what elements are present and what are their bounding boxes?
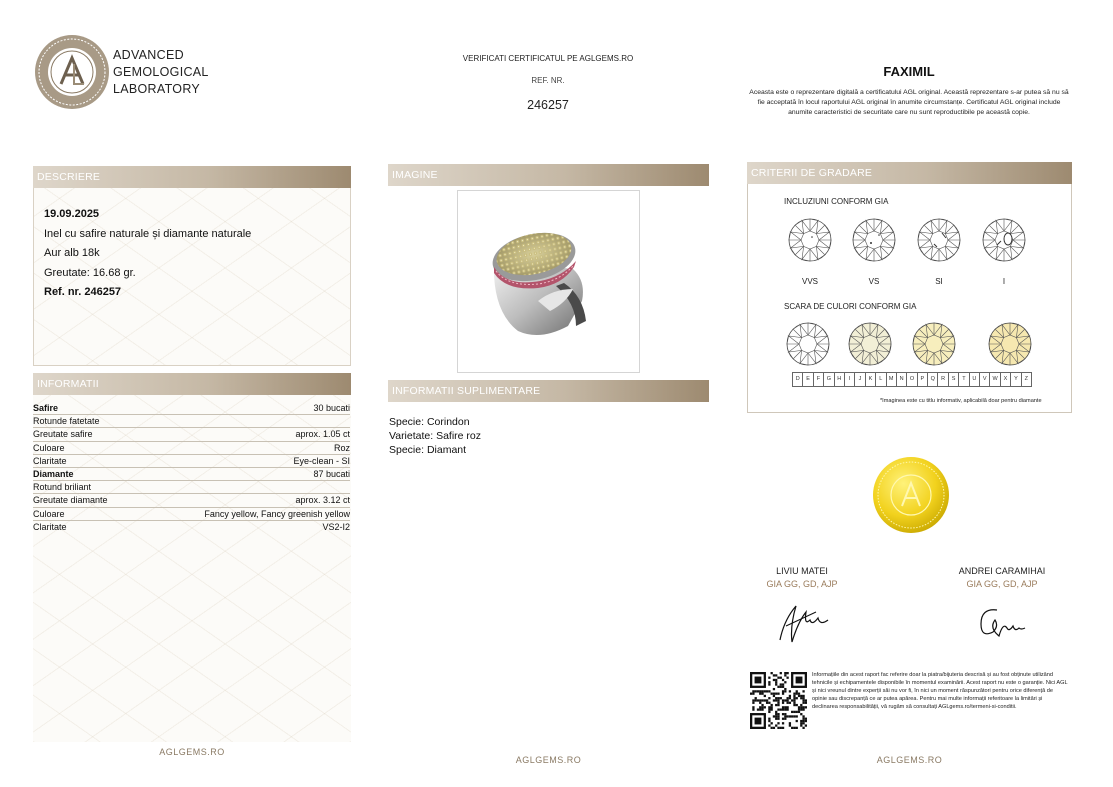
- info-header: INFORMATII: [33, 373, 351, 395]
- signature-2-icon: [975, 602, 1027, 644]
- color-scale-letter: S: [949, 372, 959, 387]
- color-scale-letter: H: [835, 372, 845, 387]
- info-row-label: Culoare: [33, 508, 65, 519]
- info-row-value: Eye-clean - SI: [293, 455, 350, 466]
- info-row-label: Culoare: [33, 442, 65, 453]
- info-table: [33, 402, 350, 533]
- description-ref: Ref. nr. 246257: [44, 286, 122, 299]
- info-row: [33, 402, 350, 415]
- signatory-2-name: ANDREI CARAMIHAI: [958, 566, 1046, 576]
- color-scale-letter: J: [855, 372, 865, 387]
- inclusion-label: SI: [935, 277, 943, 286]
- inclusion-label: VS: [868, 277, 880, 286]
- color-diagram-icon: [911, 321, 957, 367]
- qr-code-icon: [750, 672, 807, 729]
- info-row: [33, 494, 350, 507]
- color-scale-bar: [792, 372, 1032, 387]
- info-row-value: aprox. 3.12 ct: [295, 495, 350, 506]
- color-scale-letter: K: [866, 372, 876, 387]
- gold-seal-icon: [872, 456, 950, 534]
- lab-name: [113, 47, 209, 98]
- signature-1-icon: [776, 600, 832, 646]
- info-row-value: 87 bucati: [313, 469, 350, 480]
- inclusion-diagram-icon: [787, 217, 833, 263]
- inclusion-diagram-icon: [916, 217, 962, 263]
- color-scale-letter: Z: [1022, 372, 1032, 387]
- info-row-label: Claritate: [33, 521, 67, 532]
- description-weight: Greutate: 16.68 gr.: [44, 266, 136, 279]
- ref-label: REF. NR.: [531, 76, 565, 85]
- color-scale-letter: I: [845, 372, 855, 387]
- signatory-1-credentials: GIA GG, GD, AJP: [766, 579, 838, 589]
- info-row-label: Rotunde fatetate: [33, 416, 100, 427]
- lab-name-line-1: ADVANCED: [113, 48, 184, 62]
- description-item: Inel cu safire naturale și diamante naturale: [44, 227, 252, 240]
- color-scale-letter: N: [897, 372, 907, 387]
- inclusions-title: INCLUZIUNI CONFORM GIA: [784, 197, 889, 206]
- footer-site-middle: AGLGEMS.RO: [515, 755, 582, 765]
- lab-name-line-2: GEMOLOGICAL: [113, 65, 209, 79]
- color-scale-letter: U: [970, 372, 980, 387]
- info-row: [33, 508, 350, 521]
- color-scale-letter: W: [990, 372, 1000, 387]
- info-row-value: Fancy yellow, Fancy greenish yellow: [204, 508, 350, 519]
- supplementary-info: [389, 415, 481, 458]
- faximil-block: [745, 64, 1073, 118]
- color-scale-letter: O: [907, 372, 917, 387]
- info-row: [33, 428, 350, 441]
- color-scale-letter: X: [1001, 372, 1011, 387]
- inclusion-diagram-icon: [851, 217, 897, 263]
- description-date: 19.09.2025: [44, 208, 100, 220]
- supplementary-line-2: Varietate: Safire roz: [389, 430, 482, 443]
- inclusion-diagram-icon: [981, 217, 1027, 263]
- info-row-label: Claritate: [33, 455, 67, 466]
- info-row-value: aprox. 1.05 ct: [295, 429, 350, 440]
- info-row: [33, 455, 350, 468]
- image-header: IMAGINE: [388, 164, 709, 186]
- faximil-text: Aceasta este o reprezentare digitală a certificatului AGL original. Această reprezentare s-ar putea să nu să fie acceptată în locul raportului AGL original în anumite circumstanțe. Certificatul AGL original include anumite caracteristici de securitate care nu sunt reproductibile pe această copie.: [749, 89, 1069, 116]
- description-metal: Aur alb 18k: [44, 247, 100, 260]
- info-row: [33, 415, 350, 428]
- faximil-title: FAXIMIL: [883, 64, 935, 79]
- info-row: [33, 468, 350, 481]
- color-scale-letter: F: [814, 372, 824, 387]
- color-scale-letter: T: [959, 372, 969, 387]
- signatory-2-credentials: GIA GG, GD, AJP: [966, 579, 1038, 589]
- info-row-label: Greutate safire: [33, 429, 93, 440]
- info-row-label: Diamante: [33, 469, 74, 480]
- footer-site-left: AGLGEMS.RO: [159, 747, 225, 757]
- color-scale-letter: Q: [928, 372, 938, 387]
- info-row-value: 30 bucati: [313, 403, 350, 413]
- supplementary-line-3: Specie: Diamant: [389, 444, 467, 457]
- color-scale-letter: Y: [1011, 372, 1021, 387]
- color-scale-letter: P: [918, 372, 928, 387]
- color-scale-letter: D: [793, 372, 803, 387]
- supplementary-header: INFORMATII SUPLIMENTARE: [388, 380, 709, 402]
- color-scale-letter: E: [803, 372, 813, 387]
- info-row: [33, 442, 350, 455]
- footer-site-right: AGLGEMS.RO: [876, 755, 943, 765]
- color-scale-title: SCARA DE CULORI CONFORM GIA: [784, 302, 917, 311]
- description-lines: [44, 205, 251, 303]
- color-scale-letter: V: [980, 372, 990, 387]
- info-row: [33, 521, 350, 533]
- inclusion-label: I: [1002, 277, 1006, 286]
- color-scale-letter: L: [876, 372, 886, 387]
- disclaimer-text: Informațiile din acest raport fac referire doar la piatra/bijuteria descrisă și au fost obținute utilizând tehnicile și echipamentele disponibile în momentul examinării. Acest raport nu este o garanție. Nici AGL și nici vreunul dintre experții săi nu vor fi, în nici un moment răspunzători pentru orice diferență de opinie sau discrepanță ce ar putea apărea. Pentru mai multe informații referitoare la limitări și declinarea responsabilității, vă rugăm să consultați AGLgems.ro/termeni-si-conditii.: [812, 672, 1068, 710]
- info-row-value: VS2-I2: [322, 521, 350, 532]
- info-row-label: Rotund briliant: [33, 482, 92, 493]
- info-row-label: Greutate diamante: [33, 495, 108, 506]
- color-diagram-icon: [847, 321, 893, 367]
- color-diagram-icon: [987, 321, 1033, 367]
- ref-number: 246257: [527, 98, 569, 112]
- supplementary-line-1: Specie: Corindon: [389, 416, 470, 428]
- info-row-label: Safire: [33, 403, 59, 413]
- ring-image-frame: [457, 190, 640, 373]
- grading-note: *Imaginea este cu titlu informativ, aplicabilă doar pentru diamante: [880, 398, 1042, 404]
- info-row-value: Roz: [333, 442, 350, 453]
- inclusion-label: VVS: [801, 277, 818, 286]
- color-scale-letter: M: [887, 372, 897, 387]
- grading-header: CRITERII DE GRADARE: [747, 162, 1072, 184]
- signatory-1-name: LIVIU MATEI: [776, 566, 828, 576]
- agl-logo-seal-icon: [34, 34, 110, 110]
- info-row: [33, 481, 350, 494]
- color-scale-letter: R: [938, 372, 948, 387]
- verify-block: [400, 54, 696, 112]
- color-diagram-icon: [785, 321, 831, 367]
- verify-text: VERIFICATI CERTIFICATUL PE AGLGEMS.RO: [462, 54, 634, 63]
- color-scale-letter: G: [824, 372, 834, 387]
- lab-name-line-3: LABORATORY: [113, 82, 201, 96]
- description-header: DESCRIERE: [33, 166, 351, 188]
- ring-image: [458, 191, 639, 372]
